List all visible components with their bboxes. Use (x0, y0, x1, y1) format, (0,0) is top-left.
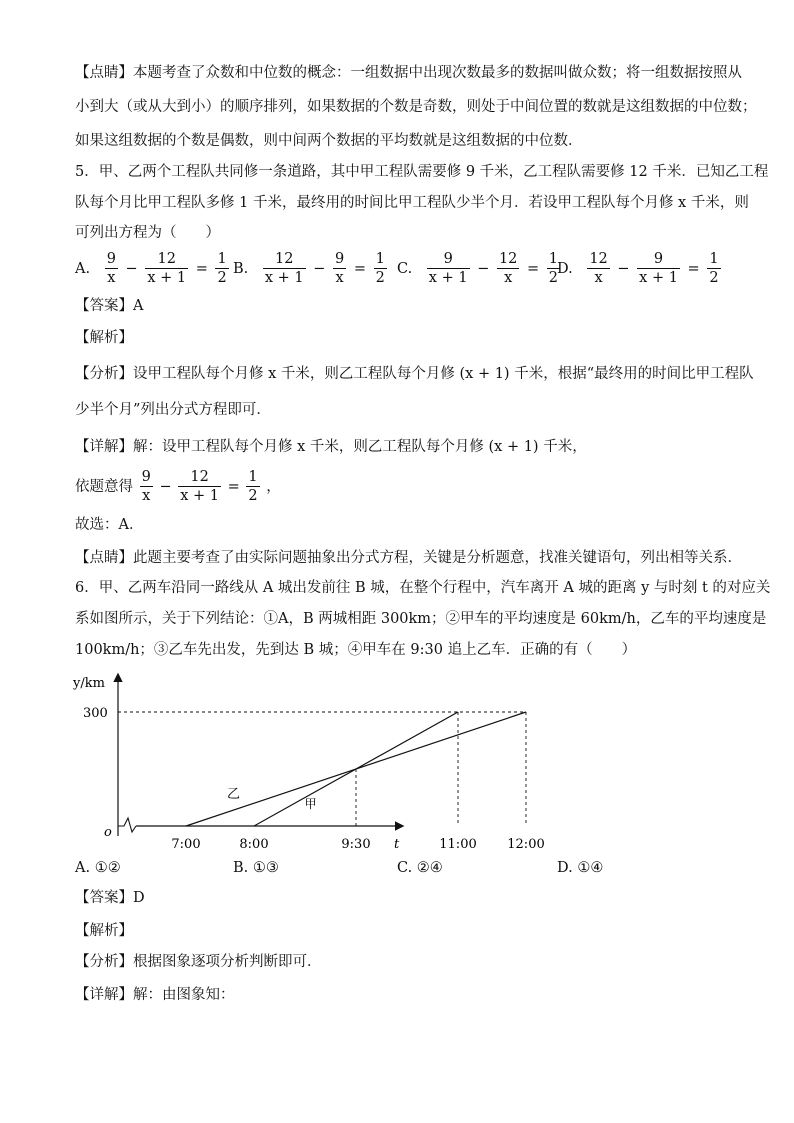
fraction (105, 250, 118, 287)
x-axis-label: t (394, 837, 400, 852)
denominator: 2 (248, 488, 258, 504)
q6-option-c: C. ②④ (397, 860, 443, 876)
q5-choose: 故选：A． (75, 517, 144, 533)
q6-xiangjie: 【详解】解：由图象知： (75, 987, 235, 1003)
q5-fenxi-line-1: 【分析】设甲工程队每个月修 x 千米，则乙工程队每个月修 (x + 1) 千米，根据“最终用的时间比甲工程队 (75, 366, 754, 382)
y-tick-label: 300 (83, 706, 108, 721)
equals: = (353, 260, 367, 277)
q5-fenxi-line-2: 少半个月”列出分式方程即可． (75, 402, 271, 418)
q6-option-b: B. ①③ (233, 860, 279, 876)
denominator: x + 1 (264, 270, 304, 286)
fraction (333, 250, 346, 287)
fraction (497, 250, 519, 287)
axis-break-mark (118, 818, 136, 832)
denominator: x (142, 488, 151, 504)
q5-option-c (397, 250, 562, 287)
fraction (637, 250, 680, 287)
numerator: 12 (145, 250, 188, 269)
q5-xiangjie: 【详解】解：设甲工程队每个月修 x 千米，则乙工程队每个月修 (x + 1) 千米， (75, 439, 587, 455)
q6-option-a: A. ①② (75, 860, 121, 876)
denominator: x + 1 (180, 488, 219, 504)
numerator: 9 (335, 251, 345, 267)
numerator: 9 (427, 250, 470, 269)
q6-answer: 【答案】D (75, 890, 145, 906)
fraction (178, 468, 221, 505)
equals: = (195, 260, 208, 277)
denominator: 2 (217, 270, 227, 286)
q6-option-d: D. ①④ (557, 860, 604, 876)
option-label: A. (75, 260, 91, 277)
dianjing-line-3: 如果这组数据的个数是偶数，则中间两个数据的平均数就是这组数据的中位数． (75, 133, 583, 149)
denominator: x + 1 (639, 270, 678, 286)
x-tick-label: 8:00 (239, 837, 269, 852)
denominator: x (594, 270, 603, 286)
numerator: 9 (637, 250, 680, 269)
x-tick-label: 9:30 (341, 837, 371, 852)
q6-fenxi: 【分析】根据图象逐项分析判断即可． (75, 954, 322, 970)
numerator: 1 (548, 251, 559, 267)
operator: − (477, 260, 490, 277)
numerator: 12 (178, 468, 221, 487)
q5-option-d (557, 250, 723, 287)
q5-option-b (233, 250, 389, 287)
x-tick-label: 7:00 (171, 837, 201, 852)
numerator: 12 (589, 251, 608, 267)
denominator: 2 (548, 270, 559, 286)
q6-stem-line-3: 100km/h；③乙车先出发，先到达 B 城；④甲车在 9:30 追上乙车．正确的有（ ） (75, 642, 637, 658)
q5-option-a (75, 250, 231, 287)
origin-label: o (104, 825, 112, 840)
option-label: D. (557, 260, 573, 277)
denominator: 2 (709, 270, 719, 286)
denominator: x (107, 270, 116, 286)
operator: − (617, 260, 630, 277)
operator: − (125, 260, 138, 277)
fraction (707, 250, 720, 287)
numerator: 12 (498, 251, 518, 267)
distance-time-chart (70, 665, 545, 855)
fraction (427, 250, 470, 287)
operator: − (159, 478, 172, 495)
series-label: 甲 (304, 797, 317, 811)
equals: = (227, 478, 240, 495)
fraction (140, 468, 153, 505)
series-label: 乙 (227, 787, 241, 802)
equals: = (687, 260, 700, 277)
q5-jiexi: 【解析】 (75, 330, 133, 346)
q5-equation-line (75, 468, 281, 505)
option-label: B. (233, 260, 249, 277)
denominator: x + 1 (428, 270, 468, 286)
dianjing-line-2: 小到大（或从大到小）的顺序排列，如果数据的个数是奇数，则处于中间位置的数就是这组数据的中位数； (75, 99, 757, 115)
denominator: 2 (375, 270, 385, 286)
q5-stem-line-2: 队每个月比甲工程队多修 1 千米，最终用的时间比甲工程队少半个月．若设甲工程队每个月修 x 千米，则 (75, 195, 749, 211)
fraction (263, 250, 306, 287)
numerator: 1 (248, 469, 258, 485)
denominator: x (504, 270, 513, 286)
q6-jiexi: 【解析】 (75, 923, 133, 939)
numerator: 1 (709, 251, 719, 267)
fraction (215, 250, 228, 287)
x-tick-label: 12:00 (507, 837, 545, 852)
denominator: x + 1 (147, 270, 187, 286)
q5-dianjing: 【点睛】此题主要考查了由实际问题抽象出分式方程，关键是分析题意，找准关键语句，列出相等关系． (75, 550, 742, 566)
numerator: 9 (141, 469, 151, 485)
y-axis-label: y/km (73, 676, 105, 691)
dianjing-line-1: 【点睛】本题考查了众数和中位数的概念：一组数据中出现次数最多的数据叫做众数；将一组数据按照从 (75, 65, 742, 81)
q5-stem-line-3: 可列出方程为（ ） (75, 225, 220, 241)
x-tick-label: 11:00 (439, 837, 477, 852)
equals: = (527, 260, 540, 277)
numerator: 1 (375, 251, 385, 267)
q5-answer: 【答案】A (75, 298, 144, 314)
numerator: 12 (263, 250, 306, 269)
numerator: 9 (106, 251, 116, 267)
fraction (145, 250, 188, 287)
q6-stem-line-2: 系如图所示，关于下列结论：①A，B 两城相距 300km；②甲车的平均速度是 60km/h，乙车的平均速度是 (75, 611, 767, 627)
comma: ， (266, 478, 281, 495)
eq-prefix: 依题意得 (75, 478, 133, 495)
fraction (587, 250, 609, 287)
q5-stem-line-1: 5．甲、乙两个工程队共同修一条道路，其中甲工程队需要修 9 千米，乙工程队需要修 12 千米．已知乙工程 (75, 164, 769, 180)
numerator: 1 (217, 251, 227, 267)
q6-stem-line-1: 6．甲、乙两车沿同一路线从 A 城出发前往 B 城，在整个行程中，汽车离开 A 城的距离 y 与时刻 t 的对应关 (75, 580, 771, 596)
fraction (374, 250, 387, 287)
fraction (246, 468, 259, 505)
denominator: x (335, 270, 344, 286)
option-label: C. (397, 260, 413, 277)
operator: − (313, 260, 326, 277)
